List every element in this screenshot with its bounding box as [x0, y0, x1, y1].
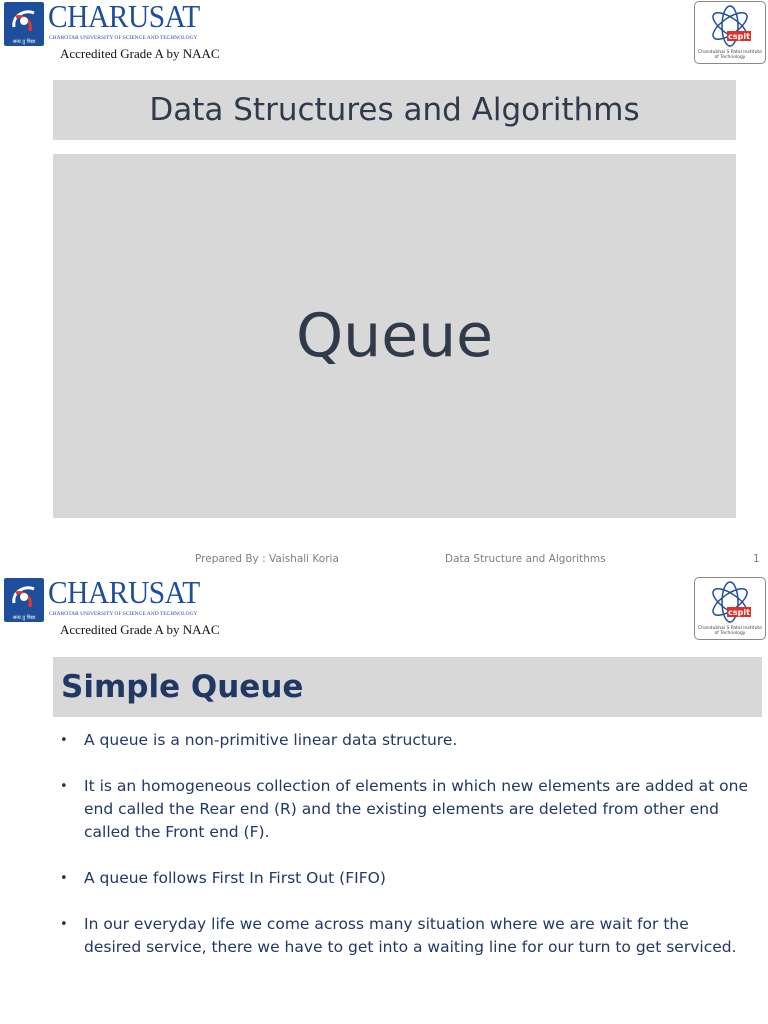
page-number: 1 — [753, 553, 760, 565]
cspit-logo — [694, 1, 766, 64]
slide-title: Simple Queue — [61, 669, 304, 705]
bullet-icon: • — [60, 871, 68, 886]
cspit-atom-icon — [705, 5, 755, 47]
bullet-icon: • — [60, 917, 68, 932]
brand-name: CHARUSAT — [48, 0, 200, 34]
cspit-logo — [694, 577, 766, 640]
emblem-tag: सत्यं तु विद्या — [12, 39, 36, 45]
slide-title-bar — [53, 657, 762, 717]
emblem-tag: सत्यं तु विद्या — [12, 615, 36, 621]
charusat-logo — [2, 0, 220, 64]
footer-author: Prepared By : Vaishali Koria — [195, 553, 339, 565]
brand-accreditation: Accredited Grade A by NAAC — [60, 46, 220, 61]
bullet-icon: • — [60, 733, 68, 748]
brand-subtitle: CHAROTAR UNIVERSITY OF SCIENCE AND TECHNOLOGY — [49, 35, 198, 41]
list-item — [60, 867, 750, 890]
course-title: Data Structures and Algorithms — [149, 92, 640, 128]
brand-accreditation: Accredited Grade A by NAAC — [60, 622, 220, 637]
brand-name: CHARUSAT — [48, 574, 200, 610]
bullet-text: A queue is a non-primitive linear data structure. — [84, 731, 458, 749]
bullet-list — [60, 729, 750, 982]
cspit-logo-text: cspit — [728, 608, 750, 617]
bullet-icon: • — [60, 779, 68, 794]
cspit-atom-icon — [705, 581, 755, 623]
charusat-logo — [2, 574, 220, 640]
charusat-emblem-icon — [4, 578, 44, 622]
list-item — [60, 775, 750, 844]
cspit-caption: Chandubhai S Patel Institute of Technology — [698, 626, 762, 636]
bullet-text: A queue follows First In First Out (FIFO) — [84, 869, 386, 887]
cspit-caption: Chandubhai S Patel Institute of Technology — [698, 50, 762, 60]
main-title: Queue — [295, 301, 494, 371]
bullet-text: It is an homogeneous collection of elements in which new elements are added at one end called the Rear end (R) and the existing elements are deleted from other end called the Front end (F). — [84, 777, 748, 841]
list-item — [60, 729, 750, 752]
list-item — [60, 913, 750, 959]
slide-2 — [0, 576, 768, 1024]
cspit-logo-text: cspit — [728, 32, 750, 41]
main-title-box — [53, 154, 736, 518]
footer-course: Data Structure and Algorithms — [445, 553, 606, 565]
charusat-emblem-icon — [4, 2, 44, 46]
brand-subtitle: CHAROTAR UNIVERSITY OF SCIENCE AND TECHNOLOGY — [49, 611, 198, 617]
bullet-text: In our everyday life we come across many situation where we are wait for the desired service, there we have to get into a waiting line for our turn to get serviced. — [84, 915, 737, 956]
course-title-bar — [53, 80, 736, 140]
